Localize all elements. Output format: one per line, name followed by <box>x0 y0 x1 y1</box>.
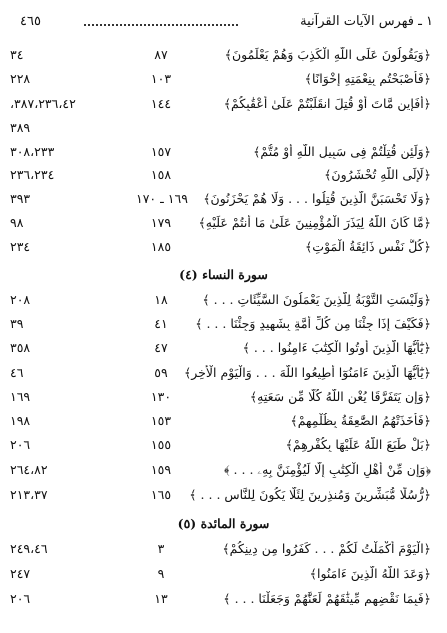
verse-text: ﴿بَلْ طَبَعَ اللَّهُ عَلَيْهَا بِكُفْرِهِمْ﴾ <box>285 437 431 452</box>
verse-text: ﴿وَلَا تَحْسَبَنَّ الَّذِينَ قُتِلُوا . . . وَلَا هُمْ يَحْزَنُونَ﴾ <box>203 191 431 206</box>
index-row <box>0 434 447 458</box>
page-references: ٢٤٩،٤٦ <box>10 541 48 556</box>
verse-text: ﴿فَأَخَذَتْهُمُ الصَّٰعِقَةُ بِظُلْمِهِمْ﴾ <box>290 413 431 428</box>
page-number: ٤٦٥ <box>20 14 41 29</box>
ayah-number: ١٥٣ <box>150 413 172 428</box>
ayah-number: ١٨٥ <box>150 239 172 254</box>
ayah-number: ١٣ <box>154 591 168 606</box>
verse-text: ﴿وَلَئِن قُتِلْتُمْ فِى سَبِيلِ اللَّهِ أَوْ مُتُّمْ﴾ <box>253 144 431 159</box>
verse-text: ﴿وَيَقُولُونَ عَلَى اللَّهِ الْكَذِبَ وَهُمْ يَعْلَمُونَ﴾ <box>224 47 431 62</box>
page-references: ٤٦ <box>10 365 24 380</box>
index-row <box>0 538 447 562</box>
ayah-number: ١٤٤ <box>150 96 172 111</box>
ayah-number: ٤١ <box>154 316 168 331</box>
surah-title: سورة المائدة (٥) <box>177 516 270 531</box>
verse-text: ﴿وَعَدَ اللَّهُ الَّذِينَ ءَامَنُوا﴾ <box>309 566 431 581</box>
index-row <box>0 212 447 236</box>
ayah-number: ١٦٥ <box>150 487 172 502</box>
verse-text: ﴿فَكَيْفَ إِذَا جِئْنَا مِن كُلِّ أُمَّةٍ بِشَهِيدٍ وَجِئْنَا . . . ﴾ <box>195 316 431 331</box>
verse-text: ﴿وَلَيْسَتِ التَّوْبَةُ لِلَّذِينَ يَعْمَلُونَ السَّيِّئَاتِ . . . ﴾ <box>202 292 431 307</box>
ayah-number: ١٥٧ <box>150 144 172 159</box>
verse-text: ﴿الْيَوْمَ أَكْمَلْتُ لَكُمْ . . . كَفَرُوا مِن دِينِكُمْ﴾ <box>222 541 431 556</box>
index-row <box>0 337 447 361</box>
page-references: ٣٤ <box>10 47 24 62</box>
ayah-number: ١٠٣ <box>150 71 172 86</box>
index-row <box>0 117 447 141</box>
surah-heading-nisa <box>0 264 447 286</box>
page-references: ٢٠٦ <box>10 437 31 452</box>
page-references: ٢٦٤،٨٢ <box>10 462 48 477</box>
page-references: ٩٨ <box>10 215 24 230</box>
verse-text: ﴿أَفَإِين مَّاتَ أَوْ قُتِلَ انقَلَبْتُمْ عَلَىٰ أَعْقَٰبِكُمْ﴾ <box>223 96 431 111</box>
index-row <box>0 563 447 587</box>
surah-title: سورة النساء (٤) <box>179 267 268 282</box>
surah-heading-maidah <box>0 513 447 535</box>
page-references: ٣٨٩ <box>10 120 31 135</box>
page-references: ٢٤٧ <box>10 566 31 581</box>
page-references: ٢٢٨ <box>10 71 31 86</box>
page-references: ٣٨٧،٢٣٦،٤٢، <box>10 96 76 111</box>
verse-text: ﴿كُلُّ نَفْسٍ ذَائِقَةُ الْمَوْتِ﴾ <box>304 239 431 254</box>
verse-text: ﴿فَأَصْبَحْتُم بِنِعْمَتِهِ إِخْوَانًا﴾ <box>304 71 431 86</box>
page-references: ٣٩٣ <box>10 191 31 206</box>
page-references: ٢٣٤ <box>10 239 31 254</box>
page-references: ٢٠٨ <box>10 292 31 307</box>
verse-text: ﴿يَٰٓأَيُّهَا الَّذِينَ ءَامَنُوٓا أَطِيعُوا اللَّهَ . . . وَالْيَوْمِ الْأَخِرِ﴾ <box>183 365 431 380</box>
index-row <box>0 68 447 92</box>
index-row <box>0 93 447 117</box>
ayah-number: ٨٧ <box>154 47 168 62</box>
page-references: ٢٠٦ <box>10 591 31 606</box>
verse-text: ﴿فَبِمَا نَقْضِهِم مِّيثَٰقَهُمْ لَعَنَّٰهُمْ وَجَعَلْنَا . . . ﴾ <box>223 591 431 606</box>
index-row <box>0 236 447 260</box>
verse-text: ﴿لَإِلَى اللَّهِ تُحْشَرُونَ﴾ <box>324 167 431 182</box>
ayah-number: ٩ <box>157 566 165 581</box>
page-references: ٣٠٨،٢٣٣ <box>10 144 55 159</box>
header-title: ١ ـ فهرس الآيات القرآنية <box>300 14 433 29</box>
ayah-number: ١٥٩ <box>150 462 172 477</box>
verse-text: ﴿رُّسُلًا مُّبَشِّرِينَ وَمُنذِرِينَ لِئَلَّا يَكُونَ لِلنَّاسِ . . . ﴾ <box>189 487 431 502</box>
index-row <box>0 141 447 165</box>
ayah-number: ١٥٥ <box>150 437 172 452</box>
index-row <box>0 386 447 410</box>
index-row <box>0 588 447 612</box>
ayah-number: ٤٧ <box>154 340 168 355</box>
index-row <box>0 313 447 337</box>
verse-text: ﴿وَإِن يَتَفَرَّقَا يُغْنِ اللَّهُ كُلًّا مِّن سَعَتِهِ﴾ <box>249 389 431 404</box>
ayah-number: ١٨ <box>154 292 168 307</box>
ayah-number: ١٣٠ <box>150 389 172 404</box>
page-references: ٢٣٦،٢٣٤ <box>10 167 55 182</box>
ayah-number: ١٦٩ ـ ١٧٠ <box>136 191 188 206</box>
ayah-number: ١٧٩ <box>150 215 172 230</box>
verse-text: ﴿وَإِن مِّنْ أَهْلِ الْكِتَٰبِ إِلَّا لَيُؤْمِنَنَّ بِهِۦ . . . ﴾ <box>224 462 431 477</box>
index-row <box>0 44 447 68</box>
ayah-number: ٣ <box>157 541 165 556</box>
running-header <box>14 12 433 34</box>
ayah-number: ٥٩ <box>154 365 168 380</box>
page-references: ٣٩ <box>10 316 24 331</box>
index-row <box>0 484 447 508</box>
ayah-number: ١٥٨ <box>150 167 172 182</box>
index-row <box>0 164 447 188</box>
page-references: ١٦٩ <box>10 389 31 404</box>
page-references: ٢١٣،٣٧ <box>10 487 48 502</box>
index-row <box>0 188 447 212</box>
verse-text: ﴿يَٰٓأَيُّهَا الَّذِينَ أُوتُوا الْكِتَٰبَ ءَامِنُوا . . . ﴾ <box>242 340 431 355</box>
index-row <box>0 410 447 434</box>
verse-text: ﴿مَّا كَانَ اللَّهُ لِيَذَرَ الْمُؤْمِنِينَ عَلَىٰ مَا أَنتُمْ عَلَيْهِ﴾ <box>198 215 431 230</box>
page-references: ٣٥٨ <box>10 340 31 355</box>
index-row <box>0 459 447 483</box>
page-references: ١٩٨ <box>10 413 31 428</box>
index-row <box>0 289 447 313</box>
index-row <box>0 362 447 386</box>
dot-leader <box>84 24 238 26</box>
